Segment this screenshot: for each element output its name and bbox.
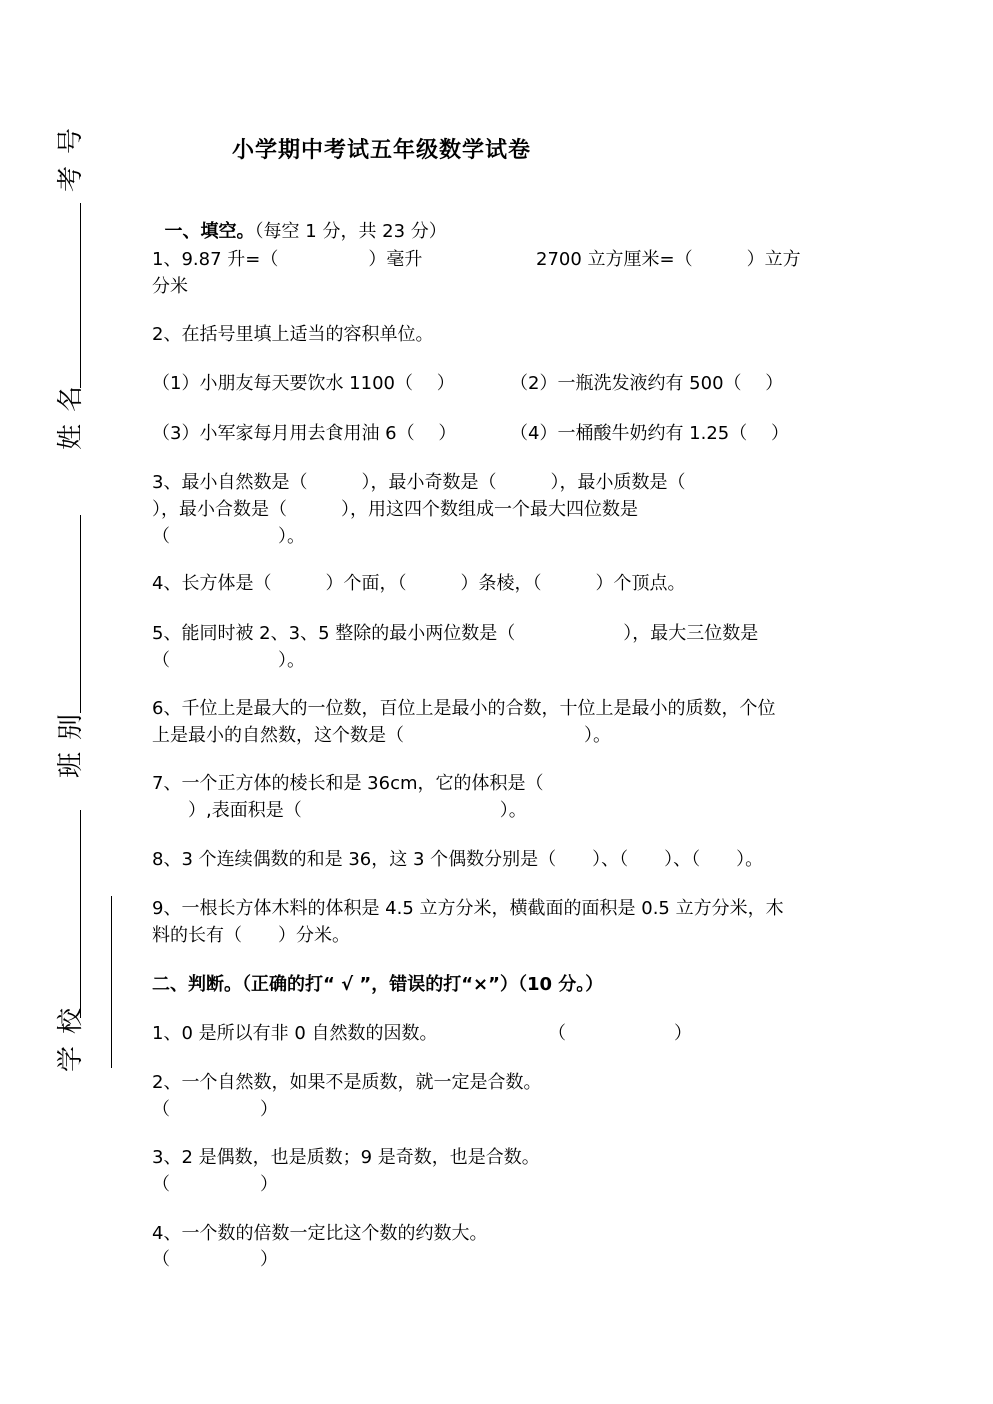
judge-q4-text: 4、一个数的倍数一定比这个数的约数大。 [152,1223,488,1244]
q8-line1: 8、3 个连续偶数的和是 36，这 3 个偶数分别是（ ）、（ ）、（ ）。 [152,849,764,870]
name-line [80,515,81,713]
q4-line1: 4、长方体是（ ）个面，（ ）条棱，（ ）个顶点。 [152,573,686,594]
exam-number-line [80,203,81,388]
q3-line2: ），最小合数是（ ），用这四个数组成一个最大四位数是 [152,499,638,520]
judge-q2-blank: （ ） [152,1099,278,1120]
q3-line1: 3、最小自然数是（ ），最小奇数是（ ），最小质数是（ [152,472,686,493]
exam-number-label: 考号 [56,115,86,192]
q7-line2: ）,表面积是（ ）。 [170,800,527,821]
section1-score-note: （每空 1 分，共 23 分） [254,221,447,242]
page-title: 小学期中考试五年级数学试卷 [232,138,532,163]
section1-heading-text: 一、填空。 [164,221,255,242]
q2-part2: （2）一瓶洗发液约有 500（ ） [510,373,784,394]
q3-line3: （ ）。 [152,526,305,547]
class-label: 班别 [56,701,86,778]
class-line [80,810,81,1018]
judge-q1-blank: （ ） [548,1023,692,1044]
judge-q3-text: 3、2 是偶数，也是质数；9 是奇数，也是合数。 [152,1147,540,1168]
judge-q1-text: 1、0 是所以有非 0 自然数的因数。 [152,1023,438,1044]
q2-stem: 2、在括号里填上适当的容积单位。 [152,324,434,345]
q2-part3: （3）小军家每月用去食用油 6（ ） [152,423,457,444]
q5-line1: 5、能同时被 2、3、5 整除的最小两位数是（ ），最大三位数是 [152,623,759,644]
judge-q4-blank: （ ） [152,1249,278,1270]
q2-part1: （1）小朋友每天要饮水 1100（ ） [152,373,455,394]
binding-line [111,896,112,1068]
q6-line1: 6、千位上是最大的一位数，百位上是最小的合数，十位上是最小的质数，个位 [152,698,776,719]
q7-line1: 7、一个正方体的棱长和是 36cm，它的体积是（ [152,773,544,794]
q6-line2: 上是最小的自然数，这个数是（ ）。 [152,725,611,746]
q5-line2: （ ）。 [152,650,305,671]
q9-line2: 料的长有（ ）分米。 [152,925,350,946]
school-label: 学校 [56,995,86,1072]
q1-line1a: 1、9.87 升=（ ）毫升 [152,249,423,270]
section1-heading [152,196,447,243]
q1-line2: 分米 [152,276,188,297]
q1-line1b: 2700 立方厘米=（ ）立方 [536,249,801,270]
q9-line1: 9、一根长方体木料的体积是 4.5 立方分米，横截面的面积是 0.5 立方分米，木 [152,898,784,919]
judge-q3-blank: （ ） [152,1174,278,1195]
name-label: 姓名 [56,373,86,450]
q2-part4: （4）一桶酸牛奶约有 1.25（ ） [510,423,789,444]
section2-heading: 二、判断。（正确的打“ √ ”，错误的打“×”）（10 分。） [152,974,604,995]
judge-q2-text: 2、一个自然数，如果不是质数，就一定是合数。 [152,1072,542,1093]
